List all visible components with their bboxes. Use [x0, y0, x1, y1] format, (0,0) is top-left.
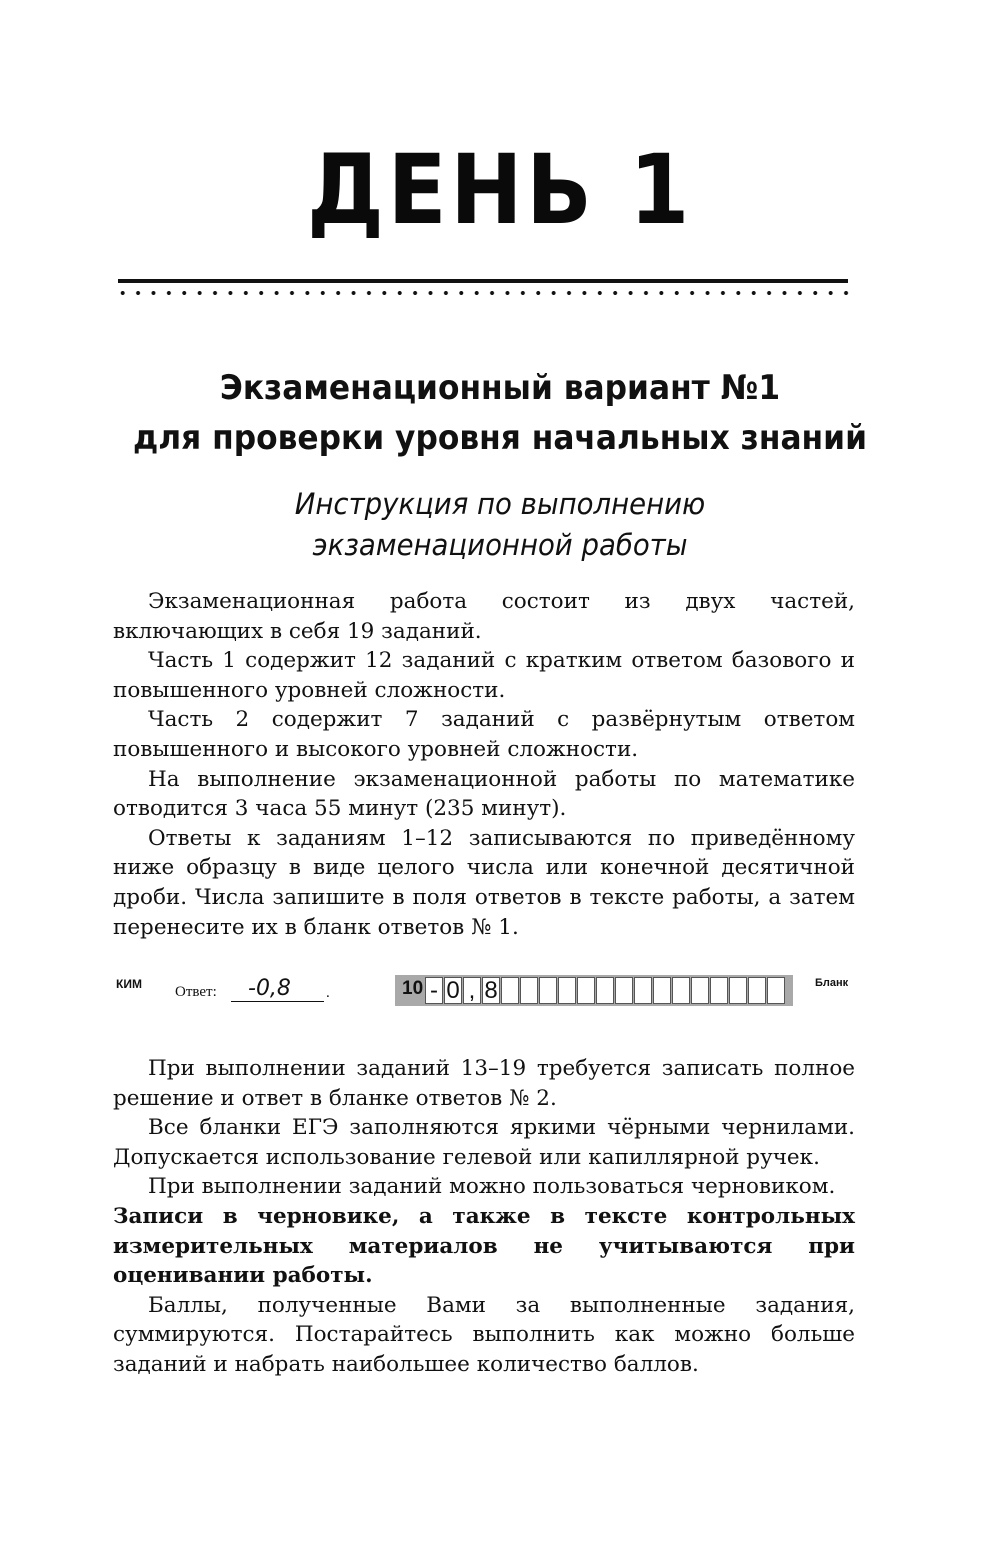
answer-handwritten-value: -0,8 [248, 976, 291, 1001]
instruction-title-line-1: Инструкция по выполнению [294, 487, 706, 521]
paragraph-bold: Записи в черновике, а также в тексте контрольных измерительных материалов не учитываются при оценивании работы. [113, 1203, 855, 1289]
form-cell [672, 977, 690, 1004]
paragraph: На выполнение экзаменационной работы по математике отводится 3 часа 55 минут (235 минут). [113, 766, 855, 822]
form-cell [748, 977, 766, 1004]
form-cell [691, 977, 709, 1004]
answer-sample-figure [0, 965, 1000, 1015]
form-cell [520, 977, 538, 1004]
heading-divider-dotted [115, 290, 855, 296]
form-cell [596, 977, 614, 1004]
paragraph: Часть 2 содержит 7 заданий с развёрнутым ответом повышенного и высокого уровней сложности. [113, 707, 855, 762]
answer-period: . [326, 985, 330, 1001]
form-cell [539, 977, 557, 1004]
paragraph: Баллы, полученные Вами за выполненные задания, суммируются. Постарайтесь выполнить как можно больше заданий и набрать наибольшее количество баллов. [113, 1292, 855, 1377]
paragraph: При выполнении заданий можно пользоваться черновиком. [148, 1174, 836, 1200]
variant-title-line-1: Экзаменационный вариант №1 [219, 368, 781, 408]
form-cell [634, 977, 652, 1004]
paragraph: При выполнении заданий 13–19 требуется записать полное решение и ответ в бланке ответов № 2. [113, 1056, 855, 1111]
paragraph: Ответы к заданиям 1–12 записываются по приведённому ниже образцу в виде целого числа или конечной десятичной дроби. Числа запишите в поля ответов в тексте работы, а затем перенесите их в бланк ответов № 1. [113, 825, 855, 940]
answer-form-cells [425, 977, 786, 1004]
kim-label: КИМ [116, 977, 142, 991]
form-cell [767, 977, 785, 1004]
instruction-title-line-2: экзаменационной работы [312, 528, 688, 562]
heading-divider-solid [118, 279, 848, 283]
blank-label: Бланк [815, 977, 849, 989]
instructions-text-top [113, 587, 855, 942]
form-cell [501, 977, 519, 1004]
answer-label: Ответ: [175, 984, 217, 1000]
form-cell [653, 977, 671, 1004]
form-cell [577, 977, 595, 1004]
form-cell [558, 977, 576, 1004]
form-cell [729, 977, 747, 1004]
day-heading: ДЕНЬ 1 [307, 134, 693, 246]
paragraph: Часть 1 содержит 12 заданий с кратким ответом базового и повышенного уровней сложности. [113, 648, 855, 703]
instructions-text-bottom [113, 1054, 855, 1380]
form-cell: 8 [482, 977, 500, 1004]
paragraph: Все бланки ЕГЭ заполняются яркими чёрными чернилами. Допускается использование гелевой или капиллярной ручек. [113, 1115, 855, 1170]
form-cell [615, 977, 633, 1004]
form-cell: 0 [444, 977, 462, 1004]
paragraph: Экзаменационная работа состоит из двух частей, включающих в себя 19 заданий. [113, 589, 855, 644]
form-cell: , [463, 977, 481, 1004]
answer-underline [231, 1001, 324, 1002]
form-cell [710, 977, 728, 1004]
form-cell: - [425, 977, 443, 1004]
form-task-number: 10 [402, 978, 424, 999]
variant-title [40, 363, 960, 463]
instruction-title [25, 484, 975, 566]
variant-title-line-2: для проверки уровня начальных знаний [132, 418, 868, 458]
